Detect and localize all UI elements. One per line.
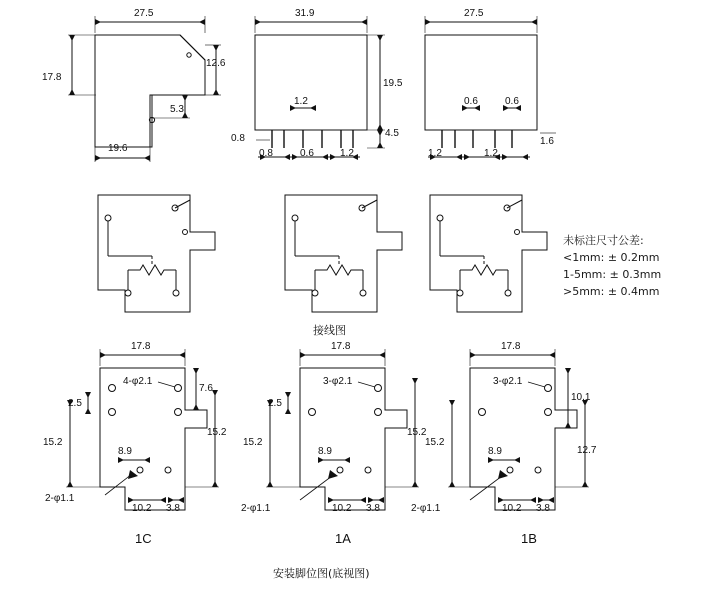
dim-1c-bottom-2: 3.8 (166, 503, 180, 514)
label-variant-1c: 1C (135, 531, 152, 546)
dim-view3-gap-a: 0.6 (464, 96, 478, 107)
note-1b-pins: 2-φ1.1 (411, 503, 441, 514)
caption-mounting: 安装脚位图(底视图) (273, 567, 370, 580)
dim-1a-right-1: 15.2 (407, 427, 427, 438)
tolerance-line-3: >5mm: ± 0.4mm (563, 285, 660, 298)
note-1a-holes: 3-φ2.1 (323, 376, 353, 387)
outline-view-2 (255, 16, 385, 160)
tolerance-line-2: 1-5mm: ± 0.3mm (563, 268, 662, 281)
dim-1c-top: 17.8 (131, 341, 151, 352)
label-variant-1b: 1B (521, 531, 537, 546)
dim-view2-height: 19.5 (383, 78, 403, 89)
note-1a-pins: 2-φ1.1 (241, 503, 271, 514)
dim-1a-bottom-1: 10.2 (332, 503, 352, 514)
tolerance-line-1: <1mm: ± 0.2mm (563, 251, 660, 264)
dim-1a-left-2: 15.2 (243, 437, 263, 448)
wiring-diagram-3 (430, 195, 547, 312)
wiring-diagram-1 (98, 195, 215, 312)
dim-view1-width: 27.5 (134, 8, 154, 19)
dim-1b-left-1: 15.2 (425, 437, 445, 448)
dim-1b-bottom-2: 3.8 (536, 503, 550, 514)
note-1b-holes: 3-φ2.1 (493, 376, 523, 387)
dim-view1-height-left: 17.8 (42, 72, 62, 83)
dim-view1-height-right: 12.6 (206, 58, 226, 69)
dim-view2-pin-a: 0.8 (231, 133, 245, 144)
mounting-view-1b (448, 349, 589, 510)
note-1c-holes: 4-φ2.1 (123, 376, 153, 387)
dim-1c-left-1: 2.5 (68, 398, 82, 409)
dim-1b-inner: 8.9 (488, 446, 502, 457)
dim-view2-pin-length: 4.5 (385, 128, 399, 139)
dim-1c-left-2: 15.2 (43, 437, 63, 448)
tolerance-note (563, 232, 661, 300)
dim-1a-top: 17.8 (331, 341, 351, 352)
dim-view2-width: 31.9 (295, 8, 315, 19)
dim-1a-inner: 8.9 (318, 446, 332, 457)
dim-view2-pin-gap: 1.2 (294, 96, 308, 107)
tolerance-heading: 未标注尺寸公差: (563, 234, 644, 247)
dim-1b-right-1: 10.1 (571, 392, 591, 403)
mounting-view-1c (66, 349, 219, 510)
dim-1b-top: 17.8 (501, 341, 521, 352)
dim-view3-gap-b: 0.6 (505, 96, 519, 107)
mounting-view-1a (266, 349, 419, 510)
dim-1b-bottom-1: 10.2 (502, 503, 522, 514)
wiring-diagram-2 (285, 195, 402, 312)
outline-view-3 (425, 16, 556, 160)
dim-1a-bottom-2: 3.8 (366, 503, 380, 514)
dim-1c-inner: 8.9 (118, 446, 132, 457)
dim-1c-bottom-1: 10.2 (132, 503, 152, 514)
caption-wiring: 接线图 (313, 324, 346, 337)
label-variant-1a: 1A (335, 531, 351, 546)
dim-1c-right-1: 7.6 (199, 383, 213, 394)
dim-1a-left-1: 2.5 (268, 398, 282, 409)
dim-view3-pin-b: 1.2 (484, 148, 498, 159)
dim-view1-step: 5.3 (170, 104, 184, 115)
dim-1c-right-2: 15.2 (207, 427, 227, 438)
dim-view1-base: 19.6 (108, 143, 128, 154)
dim-view2-pin-b: 0.8 (259, 148, 273, 159)
dim-view3-edge: 1.6 (540, 136, 554, 147)
dim-view3-pin-a: 1.2 (428, 148, 442, 159)
dim-view3-width: 27.5 (464, 8, 484, 19)
note-1c-pins: 2-φ1.1 (45, 493, 75, 504)
dim-view2-pin-c: 0.6 (300, 148, 314, 159)
dim-1b-right-2: 12.7 (577, 445, 597, 456)
outline-view-1 (68, 16, 221, 162)
dim-view2-pin-d: 1.2 (340, 148, 354, 159)
